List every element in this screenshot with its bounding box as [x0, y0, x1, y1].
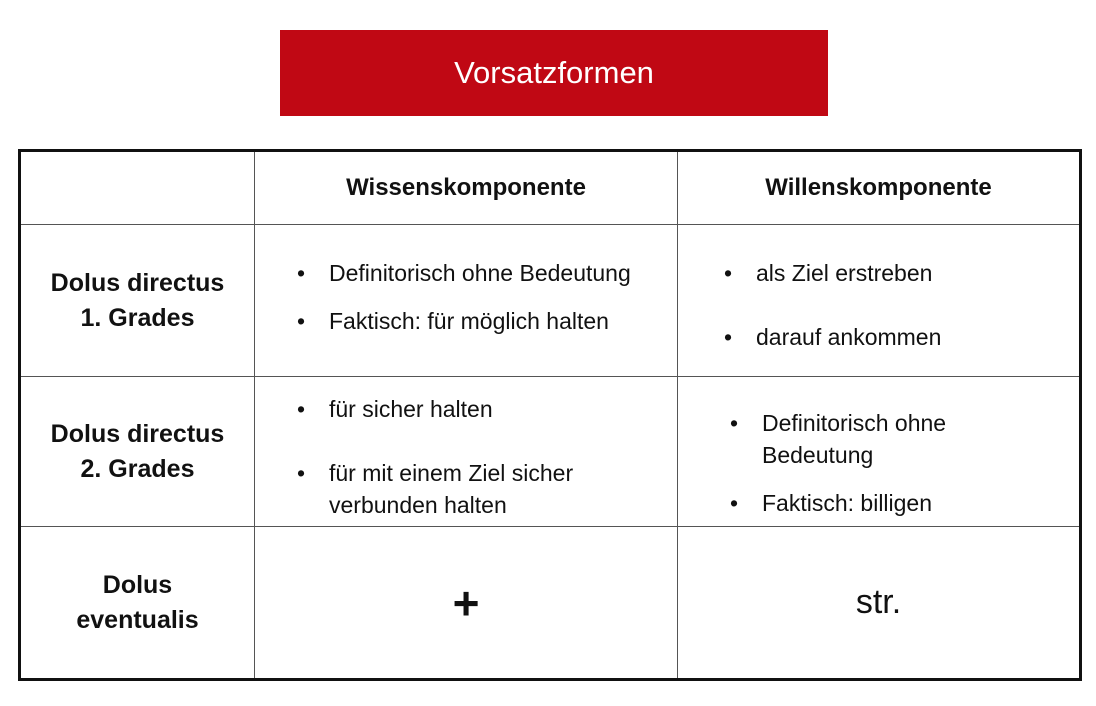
list-item: • Definitorisch ohne Bedeutung: [297, 257, 667, 289]
row-label-line2: eventualis: [76, 605, 199, 634]
list-item: • darauf ankommen: [724, 321, 1064, 353]
bullet-list: [730, 407, 1050, 519]
table-row-dolus-eventualis: [20, 527, 1081, 680]
cell-willen-dolus-directus-2: [678, 377, 1081, 527]
plus-mark: +: [452, 576, 480, 629]
cell-willen-dolus-directus-1: [678, 225, 1081, 377]
row-label-line1: Dolus directus: [50, 419, 225, 448]
list-item: • als Ziel erstreben: [724, 257, 1064, 289]
cell-wissen-dolus-directus-1: [255, 225, 678, 377]
list-item: • für sicher halten: [297, 393, 647, 425]
cell-wissen-dolus-eventualis: [255, 527, 678, 680]
header-empty-cell: [20, 151, 255, 225]
table-row-dolus-directus-1: [20, 225, 1081, 377]
vorsatzformen-table: [18, 149, 1082, 681]
page-title: Vorsatzformen: [454, 55, 654, 90]
column-header-willenskomponente: Willenskomponente: [678, 151, 1081, 225]
cell-wissen-dolus-directus-2: [255, 377, 678, 527]
list-item: • Definitorisch ohne Bedeutung: [730, 407, 1050, 471]
title-banner: [280, 30, 828, 116]
row-label-line2: 2. Grades: [80, 454, 195, 483]
row-label-line1: Dolus: [102, 570, 173, 599]
list-item: • Faktisch: für möglich halten: [297, 305, 667, 337]
cell-willen-dolus-eventualis: [678, 527, 1081, 680]
bullet-list: [724, 257, 1064, 353]
table-header-row: [20, 151, 1081, 225]
bullet-list: [297, 257, 667, 337]
row-header-dolus-directus-1: [20, 225, 255, 377]
row-header-dolus-eventualis: [20, 527, 255, 680]
row-header-dolus-directus-2: [20, 377, 255, 527]
list-item: • Faktisch: billigen: [730, 487, 1050, 519]
row-label-line1: Dolus directus: [50, 268, 225, 297]
column-header-wissenskomponente: Wissenskomponente: [255, 151, 678, 225]
table-row-dolus-directus-2: [20, 377, 1081, 527]
str-mark: str.: [855, 583, 902, 621]
list-item: • für mit einem Ziel sicher verbunden halten: [297, 457, 647, 521]
bullet-list: [297, 393, 647, 521]
row-label-line2: 1. Grades: [80, 303, 195, 332]
